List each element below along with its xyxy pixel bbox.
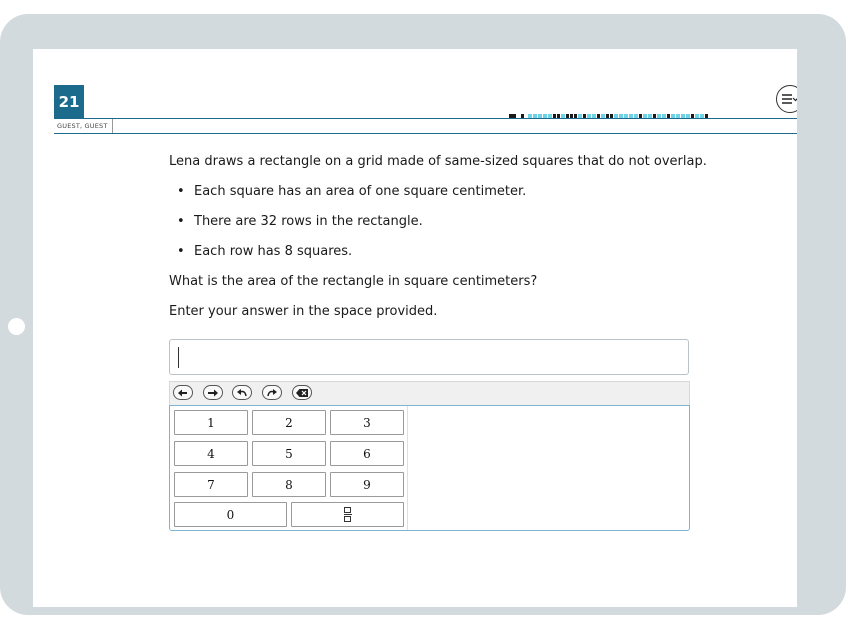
- progress-segment[interactable]: [597, 114, 600, 118]
- list-item: • Each square has an area of one square centimeter.: [180, 183, 526, 200]
- user-name-label: GUEST, GUEST: [54, 119, 113, 133]
- progress-segment[interactable]: [629, 114, 633, 118]
- key-5[interactable]: 5: [252, 441, 326, 466]
- key-9[interactable]: 9: [330, 472, 404, 497]
- progress-segment[interactable]: [601, 114, 605, 118]
- progress-segment[interactable]: [521, 114, 524, 118]
- progress-segment[interactable]: [606, 114, 609, 118]
- list-item: • There are 32 rows in the rectangle.: [180, 213, 423, 230]
- undo-button[interactable]: [232, 385, 252, 400]
- key-7[interactable]: 7: [174, 472, 248, 497]
- progress-segment[interactable]: [643, 114, 647, 118]
- progress-segment[interactable]: [517, 114, 520, 118]
- redo-button[interactable]: [262, 385, 282, 400]
- progress-segment[interactable]: [561, 114, 565, 118]
- move-left-button[interactable]: [173, 385, 193, 400]
- progress-segment[interactable]: [667, 114, 670, 118]
- key-1[interactable]: 1: [174, 410, 248, 435]
- progress-segment[interactable]: [583, 114, 586, 118]
- prompt-intro: Lena draws a rectangle on a grid made of same-sized squares that do not overlap.: [169, 154, 707, 169]
- progress-segment[interactable]: [671, 114, 675, 118]
- left-arrow-icon: [178, 389, 188, 397]
- progress-segment[interactable]: [653, 114, 656, 118]
- equation-toolbar: [169, 381, 690, 405]
- progress-segment[interactable]: [634, 114, 638, 118]
- progress-segment[interactable]: [566, 114, 569, 118]
- hamburger-menu-icon: [781, 93, 797, 105]
- tablet-frame: [0, 14, 846, 615]
- progress-segment[interactable]: [570, 114, 573, 118]
- progress-segment[interactable]: [614, 114, 618, 118]
- list-item: • Each row has 8 squares.: [180, 243, 352, 260]
- progress-segment[interactable]: [681, 114, 685, 118]
- progress-segment[interactable]: [509, 114, 516, 118]
- key-3[interactable]: 3: [330, 410, 404, 435]
- progress-segment[interactable]: [686, 114, 690, 118]
- progress-segment[interactable]: [592, 114, 596, 118]
- progress-segment[interactable]: [657, 114, 661, 118]
- progress-segment[interactable]: [695, 114, 699, 118]
- question-number: 21: [54, 85, 84, 118]
- menu-button[interactable]: [776, 85, 797, 113]
- right-arrow-icon: [208, 389, 218, 397]
- key-6[interactable]: 6: [330, 441, 404, 466]
- progress-segment[interactable]: [553, 114, 556, 118]
- progress-segment[interactable]: [557, 114, 560, 118]
- prompt-instruction: Enter your answer in the space provided.: [169, 304, 438, 319]
- progress-segment[interactable]: [648, 114, 652, 118]
- key-4[interactable]: 4: [174, 441, 248, 466]
- key-8[interactable]: 8: [252, 472, 326, 497]
- progress-bar: [509, 113, 797, 119]
- progress-segment[interactable]: [533, 114, 537, 118]
- progress-segment[interactable]: [548, 114, 552, 118]
- subheader-divider: [54, 133, 797, 134]
- keypad-keys: [170, 406, 408, 530]
- progress-segment[interactable]: [528, 114, 532, 118]
- progress-segment[interactable]: [525, 114, 527, 118]
- answer-input[interactable]: [169, 339, 689, 375]
- progress-segment[interactable]: [543, 114, 547, 118]
- progress-segment[interactable]: [676, 114, 680, 118]
- progress-segment[interactable]: [624, 114, 628, 118]
- backspace-icon: [296, 389, 308, 397]
- prompt-question: What is the area of the rectangle in square centimeters?: [169, 274, 538, 289]
- move-right-button[interactable]: [203, 385, 223, 400]
- home-button: [8, 318, 25, 335]
- progress-segment[interactable]: [705, 114, 708, 118]
- progress-segment[interactable]: [587, 114, 591, 118]
- progress-segment[interactable]: [574, 114, 577, 118]
- progress-segment[interactable]: [639, 114, 642, 118]
- backspace-button[interactable]: [292, 385, 312, 400]
- fraction-icon: [344, 507, 352, 522]
- progress-segment[interactable]: [700, 114, 704, 118]
- progress-segment[interactable]: [538, 114, 542, 118]
- key-2[interactable]: 2: [252, 410, 326, 435]
- fraction-button[interactable]: [291, 502, 404, 527]
- undo-icon: [237, 388, 247, 397]
- progress-segment[interactable]: [610, 114, 613, 118]
- key-0[interactable]: 0: [174, 502, 287, 527]
- screen: [33, 49, 797, 607]
- progress-segment[interactable]: [691, 114, 694, 118]
- progress-segment[interactable]: [578, 114, 582, 118]
- progress-segment[interactable]: [619, 114, 623, 118]
- number-keypad: [169, 405, 690, 531]
- redo-icon: [267, 388, 277, 397]
- progress-segment[interactable]: [662, 114, 666, 118]
- text-cursor: [178, 347, 179, 368]
